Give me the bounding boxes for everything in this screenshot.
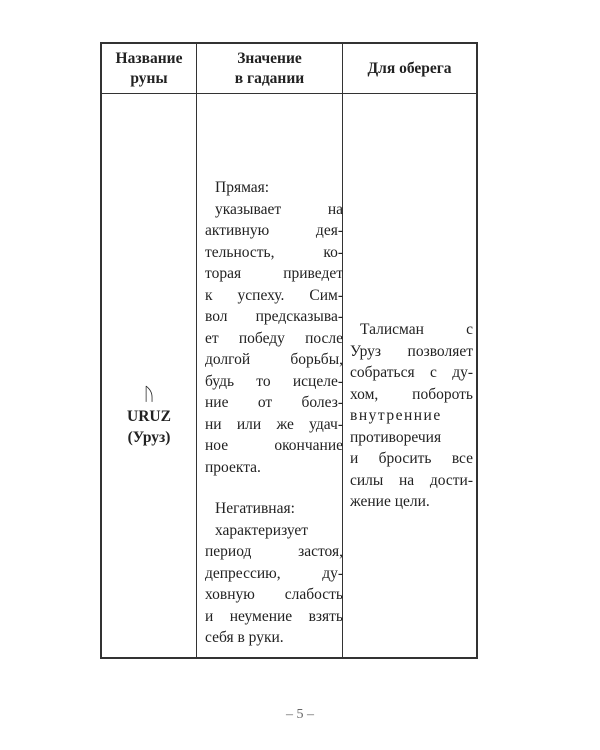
text-line: характеризует	[215, 521, 309, 539]
rune-russian-name: (Уруз)	[127, 429, 171, 446]
text-line: ховную слабость	[205, 586, 343, 603]
text-line: период застоя,	[205, 543, 343, 560]
text-line: торая приведет	[205, 265, 343, 282]
text-line: ет победу после	[205, 329, 343, 347]
rune-table	[100, 42, 478, 659]
text-line: к успеху. Сим-	[205, 286, 343, 304]
header-rune-name: Название руны	[115, 49, 183, 87]
text-line: Уруз позволяет	[350, 342, 473, 360]
text-line: будь то исцеле-	[205, 372, 343, 390]
text-line: активную дея-	[205, 222, 343, 239]
text-line: и бросить все	[350, 450, 473, 467]
text-line: внутренние	[350, 407, 442, 424]
text-line: себя в руки.	[205, 629, 284, 646]
text-line: хом, побороть	[350, 385, 473, 403]
text-line: ние от болез-	[205, 394, 343, 411]
text-line: проекта.	[205, 458, 261, 476]
column-divider	[196, 44, 197, 657]
negative-title: Негативная:	[215, 500, 295, 517]
text-line: ни или же удач-	[205, 415, 343, 433]
rune-name-cell	[102, 384, 196, 448]
negative-text	[205, 520, 343, 649]
text-line: противоречия	[350, 428, 442, 446]
text-line: и неумение взять	[205, 607, 343, 625]
text-line: депрессию, ду-	[205, 564, 343, 582]
upright-text	[205, 199, 343, 479]
text-line: указывает на	[215, 200, 343, 218]
header-divider	[102, 93, 476, 94]
text-line: собраться с ду-	[350, 364, 473, 381]
text-line: долгой борьбы,	[205, 351, 343, 368]
page-number: – 5 –	[286, 707, 314, 722]
header-amulet: Для оберега	[367, 59, 452, 77]
meaning-cell	[205, 177, 343, 649]
text-line: силы на дости-	[350, 471, 473, 489]
text-line: ное окончание	[205, 437, 343, 454]
text-line: тельность, ко-	[205, 243, 343, 261]
upright-title: Прямая:	[215, 179, 270, 196]
text-line: Талисман с	[360, 321, 473, 338]
header-meaning: Значение в гадании	[234, 49, 305, 87]
text-line: вол предсказыва-	[205, 308, 343, 325]
amulet-cell	[350, 319, 473, 513]
rune-latin-name: URUZ	[127, 408, 171, 425]
text-line: жение цели.	[350, 493, 430, 510]
uruz-rune-icon: ᚢ	[143, 384, 155, 405]
